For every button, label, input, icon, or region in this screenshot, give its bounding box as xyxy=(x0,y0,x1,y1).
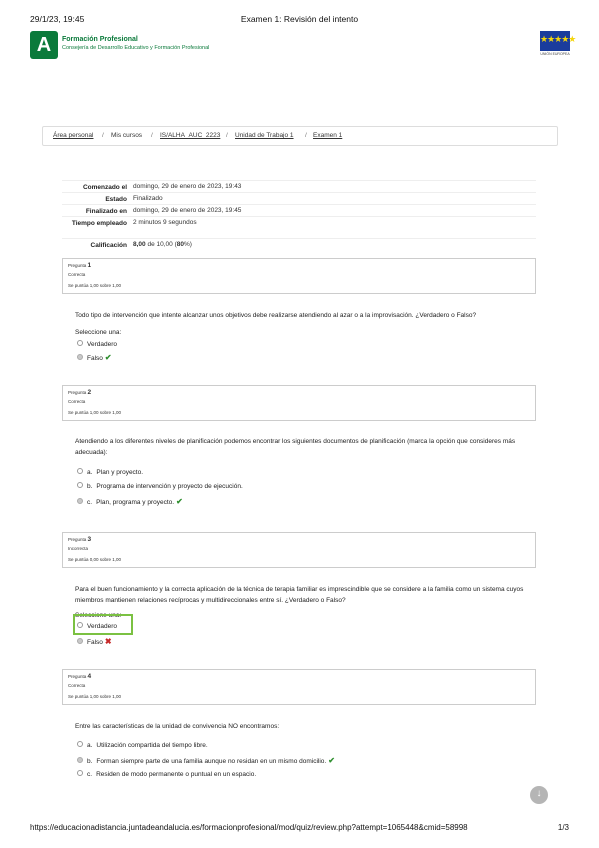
answer-option[interactable] xyxy=(77,482,243,492)
radio-button[interactable] xyxy=(77,741,83,747)
question-number xyxy=(68,262,91,269)
question-number xyxy=(68,673,91,680)
answer-letter: a. xyxy=(87,742,93,749)
radio-button-checked[interactable] xyxy=(77,757,83,763)
question-text-3: Para el buen funcionamiento y la correcta aplicación de la técnica de terapia familiar es imprescindible que se considere a la familia como un sistema cuyos miembros mantienen relaciones recíprocas y multidireccionales entre sí. ¿Verdadero o Falso? xyxy=(75,586,524,604)
answer-label: Plan, programa y proyecto. xyxy=(96,499,175,506)
question-grade: Se puntúa 1,00 sobre 1,00 xyxy=(68,410,122,415)
attempt-summary xyxy=(62,180,536,250)
summary-label: Estado xyxy=(105,196,127,203)
brand-title: Formación Profesional xyxy=(62,36,138,43)
answer-label: Verdadero xyxy=(87,623,117,630)
breadcrumb-course[interactable]: IS/ALHA_AUC_2223 xyxy=(160,132,221,139)
question-text-1: Todo tipo de intervención que intente alcanzar unos objetivos debe realizarse atendiendo al azar o a la improvisación. ¿Verdadero o Falso? xyxy=(75,312,477,319)
question-num: 2 xyxy=(87,389,92,396)
question-text-4: Entre las características de la unidad de convivencia NO encontramos: xyxy=(75,723,280,730)
breadcrumb xyxy=(42,126,558,146)
summary-label: Comenzado el xyxy=(82,184,127,191)
answer-label: Falso xyxy=(87,639,103,646)
summary-label: Finalizado en xyxy=(85,208,127,215)
brand-header xyxy=(30,31,576,63)
correct-check-icon: ✔ xyxy=(328,756,335,765)
grade-end: %) xyxy=(183,241,192,248)
breadcrumb-area-personal[interactable]: Área personal xyxy=(53,132,94,139)
summary-label: Calificación xyxy=(90,242,127,249)
eu-flag-icon xyxy=(540,31,576,51)
breadcrumb-unit[interactable]: Unidad de Trabajo 1 xyxy=(235,132,294,139)
radio-button[interactable] xyxy=(77,770,83,776)
breadcrumb-separator: / xyxy=(151,132,153,139)
question-prompt-3: Seleccione una: xyxy=(75,612,122,619)
answer-option[interactable] xyxy=(77,353,112,363)
grade-percent: 80 xyxy=(176,241,184,248)
grade-mid: de 10,00 ( xyxy=(145,241,177,248)
answer-option[interactable] xyxy=(77,340,117,350)
question-state: Incorrecta xyxy=(68,546,89,551)
summary-row-grade xyxy=(62,238,536,250)
print-url: https://educacionadistancia.juntadeandalucia.es/formacionprofesional/mod/quiz/review.php?attempt=1065448&cmid=58998 xyxy=(30,823,468,832)
radio-button-checked[interactable] xyxy=(77,354,83,360)
answer-letter: c. xyxy=(87,771,93,778)
answer-option[interactable] xyxy=(77,756,335,766)
summary-value: Finalizado xyxy=(133,195,163,202)
answer-option[interactable] xyxy=(77,497,183,507)
question-prompt-1: Seleccione una: xyxy=(75,329,122,336)
summary-label: Tiempo empleado xyxy=(71,220,127,227)
answer-label: Falso xyxy=(87,355,103,362)
question-info-3 xyxy=(62,532,536,568)
print-footer xyxy=(30,823,569,835)
answer-option[interactable] xyxy=(77,741,208,751)
question-prefix: Pregunta xyxy=(68,390,87,395)
question-num: 1 xyxy=(87,262,92,269)
answer-label: Residen de modo permanente o puntual en un espacio. xyxy=(96,771,257,778)
arrow-down-icon: ↓ xyxy=(536,788,542,799)
question-state: Correcta xyxy=(68,272,86,277)
question-grade: Se puntúa 0,00 sobre 1,00 xyxy=(68,557,122,562)
question-info-1 xyxy=(62,258,536,294)
answer-label: Verdadero xyxy=(87,341,117,348)
grade-score: 8,00 xyxy=(133,241,146,248)
question-grade: Se puntúa 1,00 sobre 1,00 xyxy=(68,694,122,699)
summary-row xyxy=(62,216,536,238)
summary-row xyxy=(62,180,536,192)
scroll-down-button[interactable] xyxy=(530,786,548,804)
summary-value: domingo, 29 de enero de 2023, 19:45 xyxy=(133,207,242,214)
answer-option[interactable] xyxy=(77,637,112,647)
junta-logo[interactable] xyxy=(30,31,58,59)
question-prefix: Pregunta xyxy=(68,537,87,542)
summary-value: domingo, 29 de enero de 2023, 19:43 xyxy=(133,183,242,190)
breadcrumb-exam[interactable]: Examen 1 xyxy=(313,132,343,139)
grade-value xyxy=(133,241,192,248)
correct-check-icon: ✔ xyxy=(176,497,183,506)
radio-button[interactable] xyxy=(77,482,83,488)
question-grade: Se puntúa 1,00 sobre 1,00 xyxy=(68,283,122,288)
question-num: 3 xyxy=(87,536,92,543)
breadcrumb-separator: / xyxy=(102,132,104,139)
incorrect-cross-icon: ✖ xyxy=(104,637,112,646)
answer-label: Forman siempre parte de una familia aunque no residan en un mismo domicilio. xyxy=(96,758,327,765)
print-header xyxy=(30,14,569,26)
answer-letter: c. xyxy=(87,499,93,506)
question-prefix: Pregunta xyxy=(68,674,87,679)
summary-row xyxy=(62,204,536,216)
question-info-2 xyxy=(62,385,536,421)
answer-label: Plan y proyecto. xyxy=(96,469,144,476)
radio-button[interactable] xyxy=(77,468,83,474)
print-page-number: 1/3 xyxy=(557,823,569,832)
answer-letter: b. xyxy=(87,758,93,765)
brand-subtitle: Consejería de Desarrollo Educativo y Formación Profesional xyxy=(62,45,210,51)
question-number xyxy=(68,389,91,396)
answer-highlight-box xyxy=(73,614,133,635)
question-num: 4 xyxy=(87,673,92,680)
print-datetime: 29/1/23, 19:45 xyxy=(30,14,85,24)
answer-letter: b. xyxy=(87,483,93,490)
radio-button-checked[interactable] xyxy=(77,498,83,504)
eu-stars: ★★★★★ xyxy=(540,34,576,44)
answer-option[interactable] xyxy=(77,468,143,478)
logo-letter: A xyxy=(36,34,52,56)
eu-caption: UNIÓN EUROPEA xyxy=(540,52,570,56)
summary-value: 2 minutos 9 segundos xyxy=(133,219,197,226)
correct-check-icon: ✔ xyxy=(104,353,112,362)
answer-option[interactable] xyxy=(77,770,256,780)
question-info-4 xyxy=(62,669,536,705)
question-text-2: Atendiendo a los diferentes niveles de planificación podemos encontrar los siguientes documentos de planificación (marca la opción que consideres más adecuada): xyxy=(75,438,516,456)
breadcrumb-mis-cursos[interactable]: Mis cursos xyxy=(111,132,143,139)
answer-letter: a. xyxy=(87,469,93,476)
answer-label: Utilización compartida del tiempo libre. xyxy=(96,742,208,749)
summary-row xyxy=(62,192,536,204)
question-state: Correcta xyxy=(68,683,86,688)
radio-button-checked[interactable] xyxy=(77,638,83,644)
radio-button[interactable] xyxy=(77,340,83,346)
answer-label: Programa de intervención y proyecto de ejecución. xyxy=(96,483,243,490)
breadcrumb-separator: / xyxy=(226,132,228,139)
question-state: Correcta xyxy=(68,399,86,404)
breadcrumb-separator: / xyxy=(305,132,307,139)
print-page-title: Examen 1: Revisión del intento xyxy=(240,14,359,24)
question-number xyxy=(68,536,91,543)
question-prefix: Pregunta xyxy=(68,263,87,268)
